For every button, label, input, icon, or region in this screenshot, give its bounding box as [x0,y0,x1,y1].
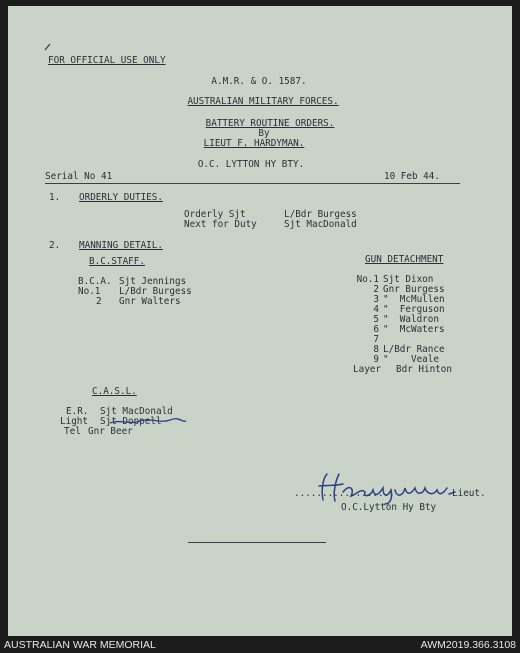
bc-staff-value: Gnr Walters [119,296,181,307]
gun-number: Layer [353,364,381,375]
gun-number: 5 [373,314,379,325]
duty-value: L/Bdr Burgess [284,209,357,220]
casl-value: Gnr Beer [88,426,133,437]
casl-value: Sjt Doppell [100,416,162,427]
gun-number: 2 [373,284,379,295]
duty-label: Orderly Sjt [184,209,246,220]
section2-number: 2. [49,240,61,251]
gun-number: No.1 [356,274,379,285]
by-line: By [258,128,270,139]
gun-number: 3 [373,294,379,305]
document-page [8,6,512,636]
gun-detachment-heading: GUN DETACHMENT [365,254,444,265]
document-title: BATTERY ROUTINE ORDERS. [205,118,335,129]
gun-number: 7 [373,334,379,345]
gun-number: 4 [373,304,379,315]
duty-value: Sjt MacDonald [284,219,357,230]
gun-name: " McMullen [383,294,445,305]
footer-institution: AUSTRALIAN WAR MEMORIAL [4,639,156,651]
casl-heading: C.A.S.L. [92,386,137,397]
gun-number: 9 [373,354,379,365]
gun-number: 6 [373,324,379,335]
official-use-label: FOR OFFICIAL USE ONLY [48,55,166,66]
section2-heading: MANNING DETAIL. [79,240,163,251]
bc-staff-label: B.C.A. [78,276,112,287]
gun-name: Bdr Hinton [396,364,452,375]
casl-label: E.R. [66,406,89,417]
section1-heading: ORDERLY DUTIES. [79,192,163,203]
gun-name: " Ferguson [383,304,445,315]
bc-staff-value: Sjt Jennings [119,276,187,287]
gun-number: 8 [373,344,379,355]
order-date: 10 Feb 44. [384,171,440,182]
header-divider [45,183,460,184]
duty-label: Next for Duty [184,219,257,230]
gun-name: " McWaters [383,324,445,335]
serial-number: Serial No 41 [45,171,113,182]
bc-staff-value: L/Bdr Burgess [119,286,192,297]
bc-staff-heading: B.C.STAFF. [89,256,145,267]
casl-label: Light [60,416,88,427]
author-line: LIEUT F. HARDYMAN. [203,138,305,149]
gun-name: " Veale [383,354,439,365]
unit-line: O.C. LYTTON HY BTY. [197,159,305,170]
signature-dotted-line: .................. [294,488,395,499]
pencil-mark-icon [43,42,53,52]
gun-name: Sjt Dixon [383,274,434,285]
casl-value: Sjt MacDonald [100,406,173,417]
forces-heading: AUSTRALIAN MILITARY FORCES. [187,96,339,107]
bc-staff-label: 2 [96,296,102,307]
casl-label: Tel [64,426,81,437]
gun-name: Gnr Burgess [383,284,445,295]
footer-accession-number: AWM2019.366.3108 [420,639,516,651]
bc-staff-label: No.1 [78,286,101,297]
bottom-rule [188,542,326,543]
gun-name: L/Bdr Rance [383,344,445,355]
amr-reference: A.M.R. & O. 1587. [211,76,307,87]
signature-rank: Lieut. [452,488,486,499]
section1-number: 1. [49,192,61,203]
gun-name: " Waldron [383,314,439,325]
signature-unit: O.C.Lytton Hy Bty [341,502,437,513]
